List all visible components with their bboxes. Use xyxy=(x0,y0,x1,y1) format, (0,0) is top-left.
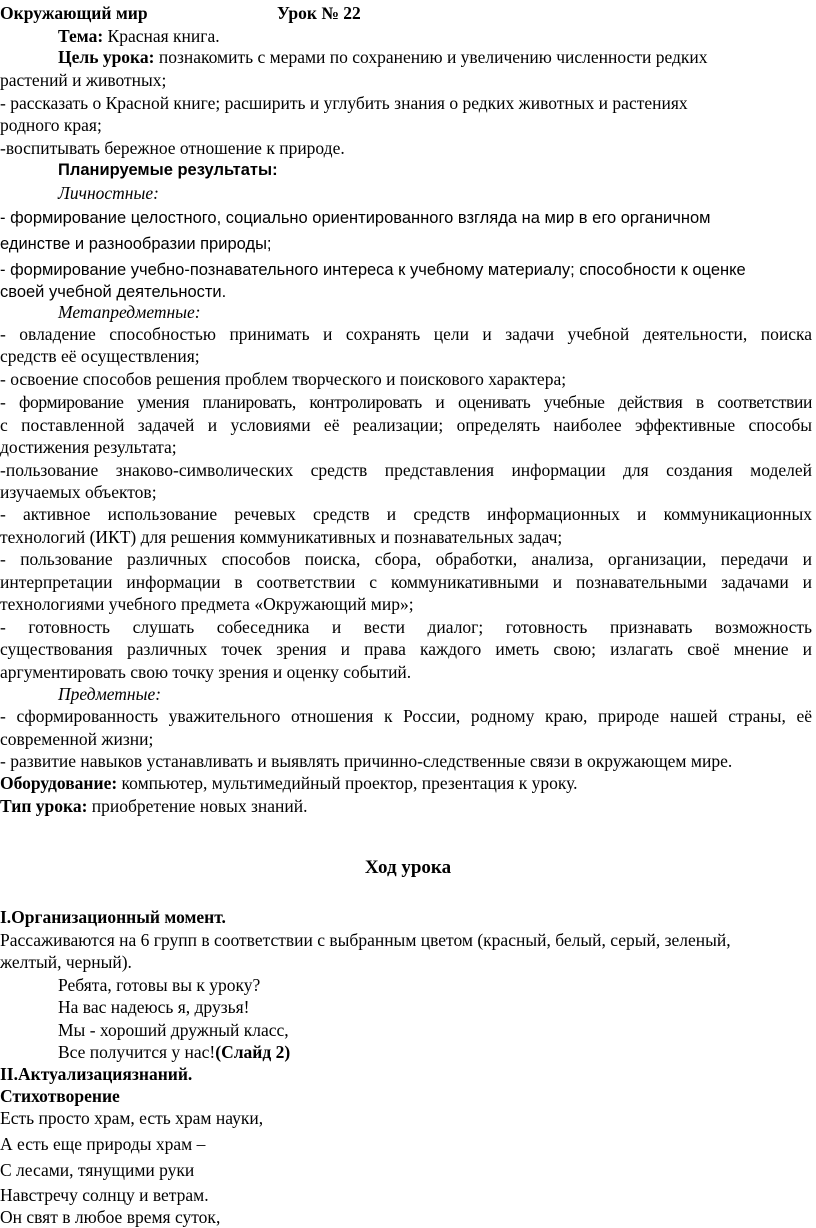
poem2-line-3: С лесами, тянущими руки xyxy=(0,1160,195,1180)
personal-item-2b: своей учебной деятельности. xyxy=(0,283,227,301)
meta-line-12: интерпретации информации в соответствии с коммуникативными и познавательными задачами и xyxy=(0,572,812,592)
subject-line-2: современной жизни; xyxy=(0,729,154,749)
planned-results-title: Планируемые результаты: xyxy=(58,161,278,179)
meta-line-15: существования различных точек зрения и права каждого иметь свою; излагать своё мнение и xyxy=(0,639,812,659)
poem1-last-text: Все получится у нас! xyxy=(58,1042,216,1062)
personal-item-2a: - формирование учебно-познавательного интереса к учебному материалу; способности к оценке xyxy=(0,261,746,279)
poem1-line-1: Ребята, готовы вы к уроку? xyxy=(58,975,261,995)
section-1-text-1: Рассаживаются на 6 групп в соответствии с выбранным цветом (красный, белый, серый, зеленый, xyxy=(0,930,731,950)
meta-line-16: аргументировать свою точку зрения и оценку событий. xyxy=(0,662,412,682)
poem1-line-4 xyxy=(58,1041,816,1063)
subject-title: Окружающий мир xyxy=(0,3,148,23)
subject-results-title: Предметные: xyxy=(58,684,162,704)
meta-line-2: средств её осуществления; xyxy=(0,346,200,366)
meta-line-7: -пользование знаково-символических средств представления информации для создания моделей xyxy=(0,460,812,480)
meta-line-10: технологий (ИКТ) для решения коммуникативных и познавательных задач; xyxy=(0,527,563,547)
topic-value: Красная книга. xyxy=(107,26,220,46)
slide-ref: (Слайд 2) xyxy=(215,1042,291,1062)
meta-line-3: - освоение способов решения проблем творческого и поискового характера; xyxy=(0,369,567,389)
topic-line xyxy=(58,25,816,47)
topic-label: Тема: xyxy=(58,26,104,46)
poem2-line-2: А есть еще природы храм – xyxy=(0,1134,206,1154)
goal-text-2: растений и животных; xyxy=(0,70,167,90)
meta-line-5: с поставленной задачей и условиями её реализации; определять наиболее эффективные способы xyxy=(0,415,812,435)
goal-label: Цель урока: xyxy=(58,47,155,67)
lesson-type-label: Тип урока: xyxy=(0,796,88,816)
lesson-type-value: приобретение новых знаний. xyxy=(91,796,308,816)
section-2-title: II.Актуализациязнаний. xyxy=(0,1064,193,1084)
section-1-title: I.Организационный момент. xyxy=(0,907,226,927)
poem2-line-5: Он свят в любое время суток, xyxy=(0,1207,221,1227)
goal-text-4: родного края; xyxy=(0,115,102,135)
meta-line-11: - пользование различных способов поиска, сбора, обработки, анализа, организации, передачи и xyxy=(0,549,812,569)
poem-title: Стихотворение xyxy=(0,1086,120,1106)
subject-line-3: - развитие навыков устанавливать и выявлять причинно-следственные связи в окружающем мире. xyxy=(0,751,733,771)
section-1-text-2: желтый, черный). xyxy=(0,952,132,972)
meta-line-14: - готовность слушать собеседника и вести диалог; готовность признавать возможность xyxy=(0,617,812,637)
goal-text-5: -воспитывать бережное отношение к природе. xyxy=(0,138,345,158)
poem1-line-2: На вас надеюсь я, друзья! xyxy=(58,997,250,1017)
poem2-line-1: Есть просто храм, есть храм науки, xyxy=(0,1108,264,1128)
goal-line xyxy=(58,46,816,68)
course-heading: Ход урока xyxy=(364,857,452,878)
personal-item-1a: - формирование целостного, социально ориентированного взгляда на мир в его органичном xyxy=(0,209,711,227)
meta-line-1: - овладение способностью принимать и сохранять цели и задачи учебной деятельности, поиска xyxy=(0,324,812,344)
lesson-type-line xyxy=(0,795,816,817)
personal-title: Личностные: xyxy=(58,183,159,203)
meta-line-9: - активное использование речевых средств и средств информационных и коммуникационных xyxy=(0,504,812,524)
meta-line-8: изучаемых объектов; xyxy=(0,482,157,502)
equipment-label: Оборудование: xyxy=(0,773,118,793)
poem1-line-3: Мы - хороший дружный класс, xyxy=(58,1020,289,1040)
poem2-line-4: Навстречу солнцу и ветрам. xyxy=(0,1185,209,1205)
meta-line-6: достижения результата; xyxy=(0,437,177,457)
meta-line-13: технологиями учебного предмета «Окружающий мир»; xyxy=(0,594,414,614)
equipment-line xyxy=(0,772,816,794)
meta-title: Метапредметные: xyxy=(58,302,201,322)
goal-text-1: познакомить с мерами по сохранению и увеличению численности редких xyxy=(158,47,708,67)
personal-item-1b: единстве и разнообразии природы; xyxy=(0,235,272,253)
equipment-value: компьютер, мультимедийный проектор, презентация к уроку. xyxy=(121,773,578,793)
lesson-number: Урок № 22 xyxy=(277,3,361,23)
subject-line-1: - сформированность уважительного отношения к России, родному краю, природе нашей страны, её xyxy=(0,706,812,726)
goal-text-3: - рассказать о Красной книге; расширить и углубить знания о редких животных и растениях xyxy=(0,93,688,113)
meta-line-4: - формирование умения планировать, контролировать и оценивать учебные действия в соответствии xyxy=(0,392,812,412)
